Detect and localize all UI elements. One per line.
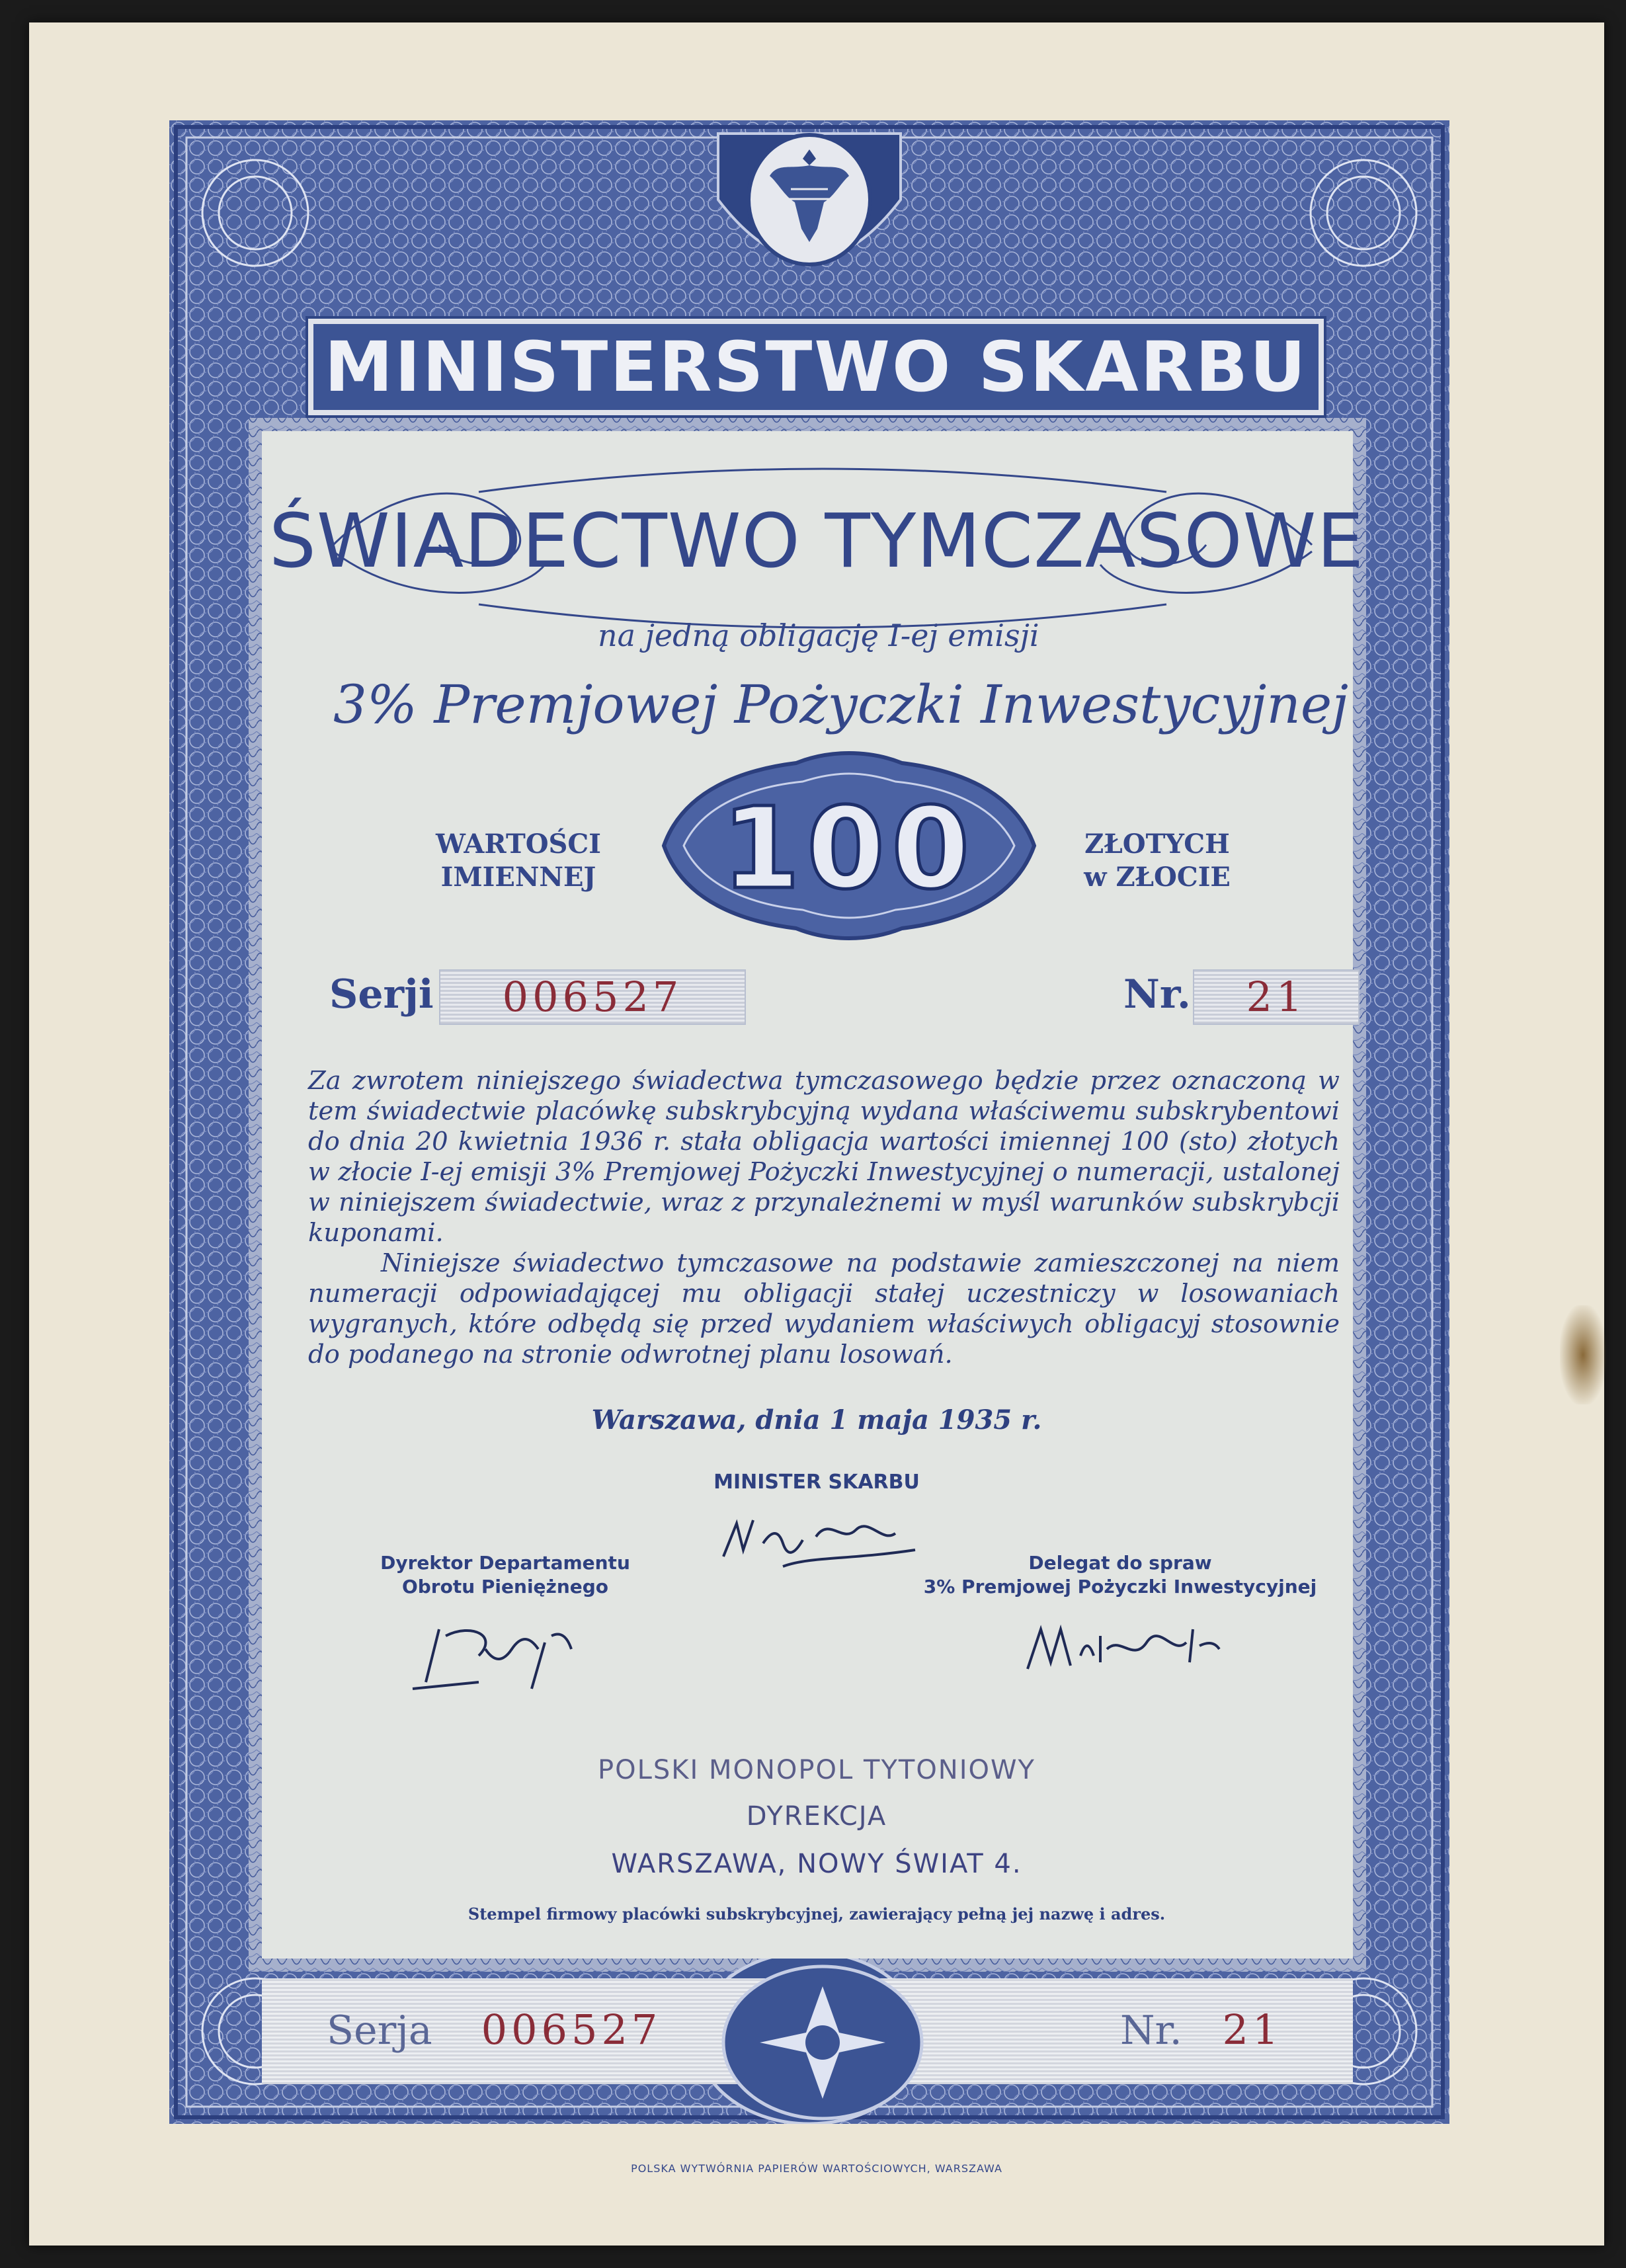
document-subtitle: na jedną obligację I-ej emisji: [598, 618, 1039, 653]
printer-imprint: POLSKA WYTWÓRNIA PAPIERÓW WARTOŚCIOWYCH, WARSZAWA: [631, 2162, 1002, 2175]
series-top-box: [439, 969, 746, 1025]
value-right-label: [1058, 828, 1256, 894]
right-signatory-title: [889, 1551, 1352, 1599]
left-signatory-title: [320, 1551, 690, 1599]
value-left-line1: WARTOŚCI: [436, 829, 601, 860]
nr-bottom-number: 21: [1222, 2005, 1283, 2054]
value-left-label: [419, 828, 618, 894]
nr-top-label: Nr.: [1123, 971, 1191, 1018]
series-top-number: 006527: [502, 973, 683, 1021]
minister-title: MINISTER SKARBU: [713, 1471, 920, 1494]
loan-name: 3% Premjowej Pożyczki Inwestycyjnej: [333, 674, 1348, 735]
value-right-line1: ZŁOTYCH: [1084, 829, 1230, 860]
ministry-banner: [308, 319, 1324, 415]
series-bottom-label: Serja: [327, 2007, 432, 2054]
paper-stain: [1560, 1305, 1606, 1404]
stamp-line-1: POLSKI MONOPOL TYTONIOWY: [597, 1755, 1036, 1785]
ministry-title: MINISTERSTWO SKARBU: [324, 327, 1308, 407]
value-right-line2: w ZŁOCIE: [1084, 862, 1231, 893]
certificate-paper: [29, 22, 1604, 2246]
right-signature: [1021, 1609, 1233, 1682]
nr-bottom-label: Nr.: [1120, 2007, 1182, 2054]
eagle-emblem-icon: [764, 143, 854, 255]
stamp-caption: Stempel firmowy placówki subskrybcyjnej, zawierający pełną jej nazwę i adres.: [467, 1904, 1166, 1924]
left-signature: [399, 1609, 598, 1702]
place-date: Warszawa, dnia 1 maja 1935 r.: [591, 1404, 1042, 1436]
nr-top-number: 21: [1246, 973, 1307, 1021]
series-top-label: Serji: [329, 971, 434, 1018]
document-title: ŚWIADECTWO TYMCZASOWE: [268, 499, 1365, 585]
right-signatory-line1: Delegat do spraw: [1028, 1552, 1212, 1574]
nr-top-box: [1193, 969, 1360, 1025]
left-signatory-line1: Dyrektor Departamentu: [380, 1552, 630, 1574]
right-signatory-line2: 3% Premjowej Pożyczki Inwestycyjnej: [923, 1576, 1317, 1598]
left-signatory-line2: Obrotu Pieniężnego: [401, 1576, 609, 1598]
denomination-amount: 100: [721, 784, 977, 914]
body-paragraph-1: Za zwrotem niniejszego świadectwa tymczasowego będzie przez oznaczoną w tem świadectwie placówkę subskrybcyjną wydana właściwemu subskrybentowi do dnia 20 kwietnia 1936 r. stała obligacja wartości imiennej 100 (sto) złotych w złocie I-ej emisji 3% Premjowej Pożyczki Inwestycyjnej o numeracji, ustalonej w niniejszem świadectwie, wraz z przynależnemi w myśl warunków subskrybcji kuponami.: [308, 1066, 1340, 1248]
stamp-line-2: DYREKCJA: [746, 1801, 887, 1832]
series-bottom-number: 006527: [481, 2005, 662, 2054]
bottom-medallion: [717, 1960, 928, 2125]
value-left-line2: IMIENNEJ: [440, 862, 596, 893]
certificate-body: [308, 1066, 1340, 1370]
stamp-line-3: WARSZAWA, NOWY ŚWIAT 4.: [611, 1849, 1022, 1879]
body-paragraph-2: Niniejsze świadectwo tymczasowe na podstawie zamieszczonej na niem numeracji odpowiadającej mu obligacji stałej uczestniczy w losowaniach wygranych, które odbędą się przed wydaniem właściwych obligacyj stosownie do podanego na stronie odwrotnej planu losowań.: [308, 1248, 1340, 1369]
